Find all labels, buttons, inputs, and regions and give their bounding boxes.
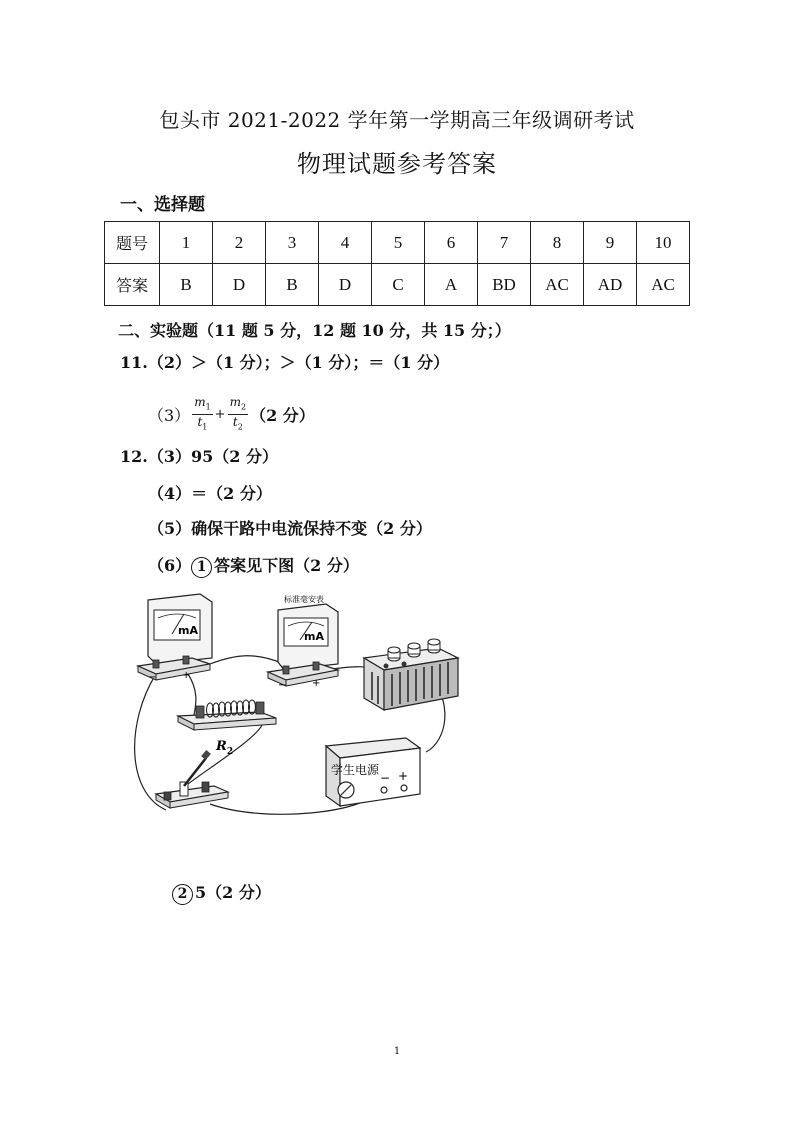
- question-number: 7: [478, 222, 531, 264]
- meter-2-plus: +: [312, 678, 321, 689]
- supply-label: 学生电源: [331, 763, 380, 777]
- q12-answer-5: （5）确保干路中电流保持不变（2 分）: [148, 519, 432, 538]
- section-choice-heading: 一、选择题: [120, 195, 205, 215]
- frac1-denominator-sub: 1: [202, 422, 208, 432]
- wire-meter-to-meter: [210, 656, 284, 664]
- table-row-label: 答案: [105, 264, 160, 306]
- milliammeter-standard: [268, 594, 338, 691]
- plus-sign: +: [214, 407, 226, 423]
- question-number: 1: [160, 222, 213, 264]
- table-row-label: 题号: [105, 222, 160, 264]
- frac2-numerator: m: [229, 395, 241, 409]
- switch: [156, 750, 228, 808]
- frac2-denominator: t: [232, 415, 238, 430]
- wire-resistor-to-switch: [175, 718, 263, 797]
- frac2-denominator-sub: 2: [237, 422, 243, 432]
- answer-cell: BD: [478, 264, 531, 306]
- circled-number-1: 1: [191, 557, 212, 578]
- answer-key-title: 物理试题参考答案: [297, 150, 497, 178]
- q12-answer-4: （4）＝（2 分）: [148, 484, 272, 503]
- meter-1-unit: mA: [178, 624, 198, 637]
- q11-3-prefix: （3）: [148, 406, 191, 426]
- q12-6-2-text: 5（2 分）: [195, 883, 271, 902]
- question-number: 6: [425, 222, 478, 264]
- meter-2-unit: mA: [304, 630, 324, 643]
- question-number: 2: [213, 222, 266, 264]
- answer-cell: B: [266, 264, 319, 306]
- circuit-diagram: [126, 592, 466, 824]
- q12-answer-3: 12.（3）95（2 分）: [120, 447, 278, 466]
- page-number: 1: [393, 1046, 401, 1057]
- fraction-m1-t1: [192, 395, 212, 435]
- fraction-m2-t2: [228, 395, 248, 435]
- answer-cell: AC: [531, 264, 584, 306]
- frac2-numerator-sub: 2: [240, 402, 247, 412]
- question-number: 4: [319, 222, 372, 264]
- answer-cell: D: [213, 264, 266, 306]
- meter-1-plus: +: [182, 670, 191, 681]
- student-power-supply: [326, 738, 420, 806]
- frac1-numerator-sub: 1: [205, 402, 211, 412]
- resistor-r2: [178, 700, 276, 757]
- answer-cell: A: [425, 264, 478, 306]
- circled-number-2: 2: [172, 884, 193, 905]
- exam-title: 包头市 2021-2022 学年第一学期高三年级调研考试: [159, 108, 635, 132]
- question-number: 10: [637, 222, 690, 264]
- question-number: 5: [372, 222, 425, 264]
- q12-answer-6-1: [148, 553, 359, 578]
- q11-3-suffix: （2 分）: [250, 406, 315, 426]
- answer-cell: C: [372, 264, 425, 306]
- q12-6-text: 答案见下图（2 分）: [214, 556, 359, 575]
- q11-answer-2: 11.（2）＞（1 分）；＞（1 分）；＝（1 分）: [120, 353, 450, 372]
- frac1-denominator: t: [197, 415, 203, 430]
- milliammeter-1: [138, 594, 212, 683]
- question-number: 9: [584, 222, 637, 264]
- question-number: 8: [531, 222, 584, 264]
- q12-6-prefix: （6）: [148, 556, 192, 575]
- resistance-box: [364, 639, 458, 710]
- meter-1-minus: −: [148, 672, 157, 683]
- section-experiment-heading: 二、实验题（11 题 5 分，12 题 10 分，共 15 分；）: [118, 321, 511, 340]
- question-number: 3: [266, 222, 319, 264]
- table-row-numbers: [105, 222, 690, 264]
- meter-2-minus: −: [278, 680, 287, 691]
- answer-cell: D: [319, 264, 372, 306]
- wire-left-loop: [135, 674, 166, 810]
- answer-table: [104, 221, 690, 306]
- frac1-numerator: m: [194, 395, 206, 409]
- answer-cell: AC: [637, 264, 690, 306]
- answer-cell: AD: [584, 264, 637, 306]
- q12-answer-6-2: [172, 880, 271, 905]
- q11-answer-3: [148, 395, 315, 435]
- table-row-answers: [105, 264, 690, 306]
- answer-cell: B: [160, 264, 213, 306]
- standard-meter-caption: 标准毫安表: [284, 595, 324, 604]
- resistor-label: $R_2$: [216, 739, 234, 757]
- supply-plus: +: [398, 769, 409, 783]
- supply-minus: −: [380, 771, 391, 785]
